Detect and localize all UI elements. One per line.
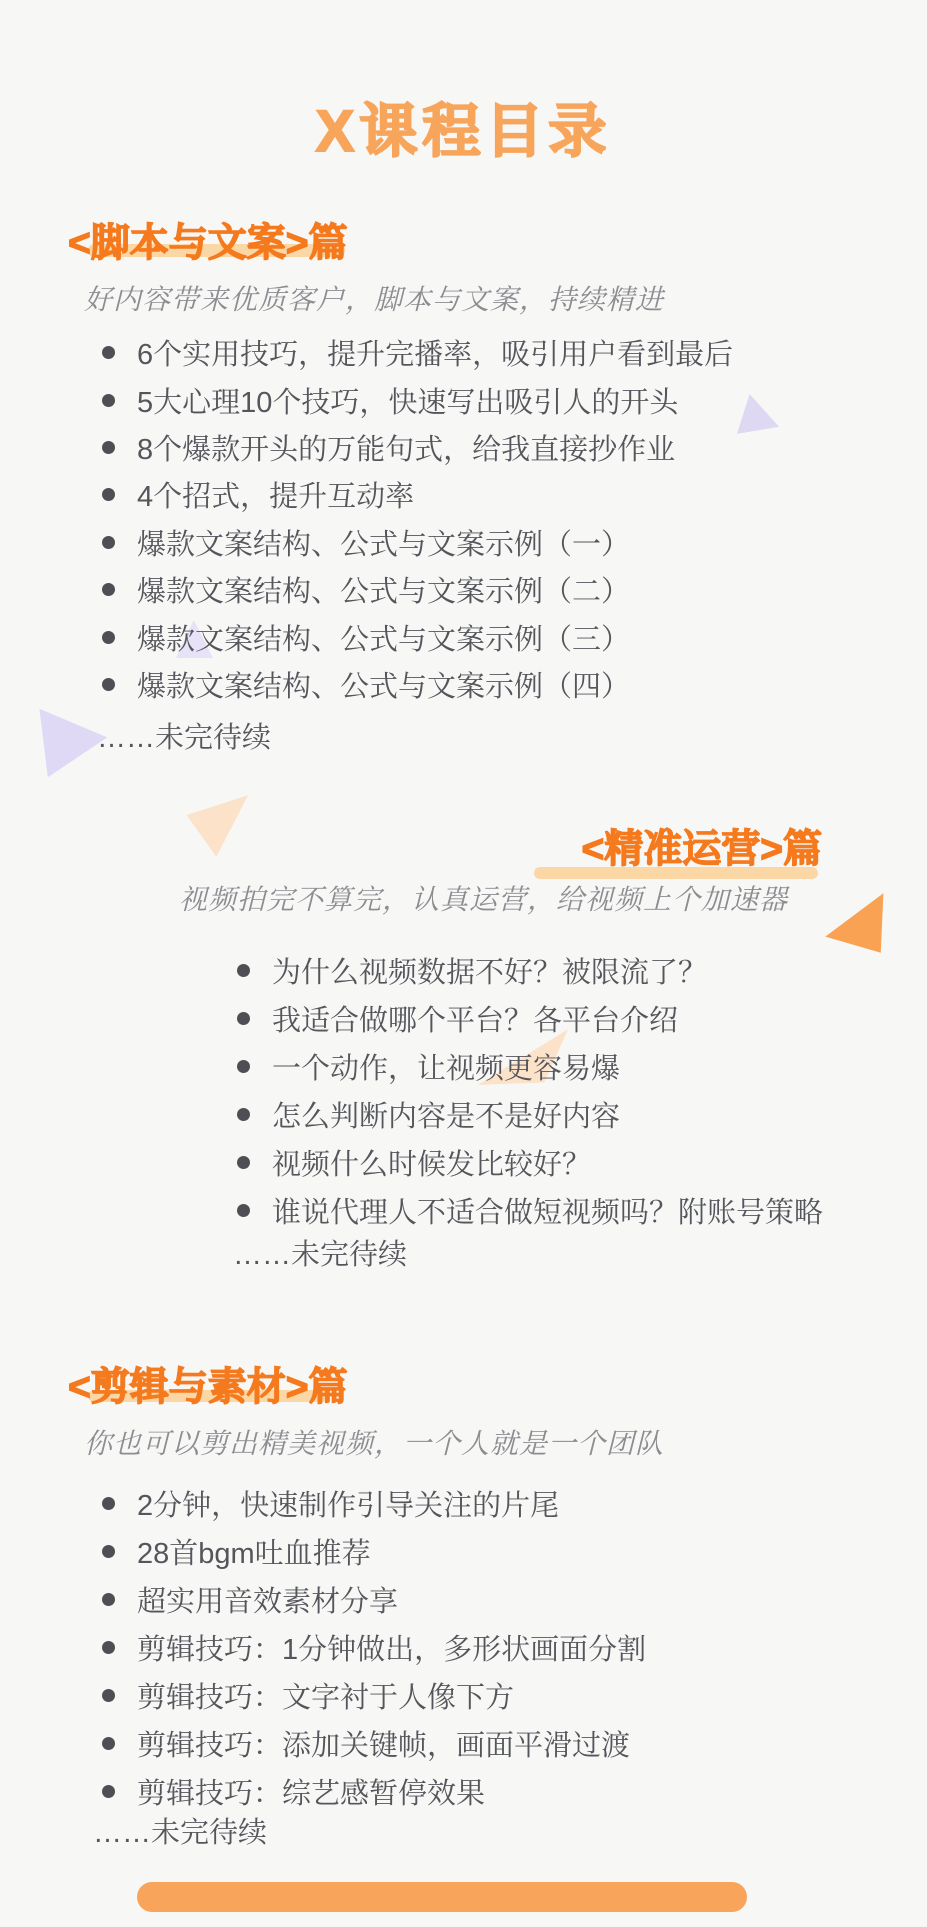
bullet-dot: [237, 1156, 250, 1169]
lesson-list-item: [102, 1623, 646, 1671]
lesson-list-item: [102, 1719, 646, 1767]
lesson-item-text: 2分钟，快速制作引导关注的片尾: [137, 1489, 560, 1522]
lesson-list-item: [102, 1575, 646, 1623]
bullet-dot: [102, 678, 115, 691]
lesson-item-text: 一个动作，让视频更容易爆: [272, 1052, 621, 1085]
lesson-item-text: 4个招式，提升互动率: [137, 481, 415, 514]
bullet-dot: [102, 346, 115, 359]
lesson-list-item: [102, 1767, 646, 1815]
lesson-item-text: 剪辑技巧：文字衬于人像下方: [137, 1681, 515, 1714]
lesson-list-item: [102, 471, 733, 518]
bullet-dot: [102, 394, 115, 407]
section-subtitle: 好内容带来优质客户，脚本与文案，持续精进: [84, 284, 665, 315]
bullet-dot: [102, 536, 115, 549]
bullet-dot: [102, 1737, 115, 1750]
bullet-dot: [102, 1593, 115, 1606]
lesson-list-item: [102, 1479, 646, 1527]
lesson-item-text: 爆款文案结构、公式与文案示例（二）: [137, 576, 631, 609]
lesson-list-item: [237, 1042, 823, 1090]
bullet-dot: [102, 1785, 115, 1798]
lesson-item-text: 爆款文案结构、公式与文案示例（三）: [137, 623, 631, 656]
lesson-list-item: [102, 661, 733, 708]
bullet-dot: [237, 1204, 250, 1217]
lesson-list-editing: [102, 1479, 646, 1815]
section-heading-script-copywriting: <脚本与文案>篇: [68, 222, 348, 265]
bullet-dot: [237, 964, 250, 977]
lesson-item-text: 我适合做哪个平台？各平台介绍: [272, 1004, 679, 1037]
lesson-item-text: 5大心理10个技巧，快速写出吸引人的开头: [137, 386, 679, 419]
lesson-list-item: [237, 994, 823, 1042]
lesson-list-item: [102, 1527, 646, 1575]
bullet-dot: [237, 1012, 250, 1025]
lesson-list-item: [102, 613, 733, 660]
section-subtitle: 你也可以剪出精美视频，一个人就是一个团队: [84, 1428, 665, 1459]
lesson-list-item: [102, 519, 733, 566]
to-be-continued-label: ……未完待续: [97, 722, 272, 754]
decor-triangle-lavender-top-right: [737, 394, 779, 436]
lesson-item-text: 6个实用技巧，提升完播率，吸引用户看到最后: [137, 339, 734, 372]
page-title: X课程目录: [315, 99, 612, 164]
lesson-item-text: 视频什么时候发比较好？: [272, 1148, 592, 1181]
bullet-dot: [237, 1108, 250, 1121]
lesson-list-item: [237, 1186, 823, 1234]
lesson-item-text: 剪辑技巧：添加关键帧，画面平滑过渡: [137, 1729, 631, 1762]
lesson-item-text: 剪辑技巧：综艺感暂停效果: [137, 1777, 486, 1810]
lesson-item-text: 爆款文案结构、公式与文案示例（四）: [137, 670, 631, 703]
bottom-orange-bar: [137, 1882, 747, 1912]
lesson-list-item: [102, 424, 733, 471]
bullet-dot: [102, 1497, 115, 1510]
lesson-item-text: 28首bgm吐血推荐: [137, 1537, 371, 1570]
bullet-dot: [102, 631, 115, 644]
section-subtitle: 视频拍完不算完，认真运营，给视频上个加速器: [178, 884, 788, 915]
bullet-dot: [237, 1060, 250, 1073]
lesson-item-text: 8个爆款开头的万能句式，给我直接抄作业: [137, 433, 676, 466]
section-heading-operation: <精准运营>篇: [581, 828, 822, 871]
lesson-item-text: 谁说代理人不适合做短视频吗？附账号策略: [272, 1196, 824, 1229]
lesson-list-item: [102, 566, 733, 613]
bullet-dot: [102, 488, 115, 501]
lesson-item-text: 怎么判断内容是不是好内容: [272, 1100, 621, 1133]
bullet-dot: [102, 441, 115, 454]
lesson-item-text: 剪辑技巧：1分钟做出，多形状画面分割: [137, 1633, 647, 1666]
lesson-list-operation: [237, 946, 823, 1234]
bullet-dot: [102, 1689, 115, 1702]
lesson-list-item: [102, 329, 733, 376]
bullet-dot: [102, 1545, 115, 1558]
lesson-list-item: [237, 1138, 823, 1186]
lesson-item-text: 超实用音效素材分享: [137, 1585, 399, 1618]
bullet-dot: [102, 583, 115, 596]
to-be-continued-label: ……未完待续: [233, 1239, 408, 1271]
lesson-list-item: [237, 946, 823, 994]
lesson-list-item: [102, 376, 733, 423]
section-heading-editing-material: <剪辑与素材>篇: [68, 1366, 348, 1409]
to-be-continued-label: ……未完待续: [93, 1817, 268, 1849]
decor-triangle-peach-down: [184, 794, 250, 858]
lesson-list-item: [237, 1090, 823, 1138]
lesson-item-text: 爆款文案结构、公式与文案示例（一）: [137, 528, 631, 561]
lesson-list-item: [102, 1671, 646, 1719]
lesson-item-text: 为什么视频数据不好？被限流了？: [272, 956, 708, 989]
bullet-dot: [102, 1641, 115, 1654]
lesson-list-script: [102, 329, 733, 708]
section-heading-wrap-operation: [581, 818, 822, 874]
